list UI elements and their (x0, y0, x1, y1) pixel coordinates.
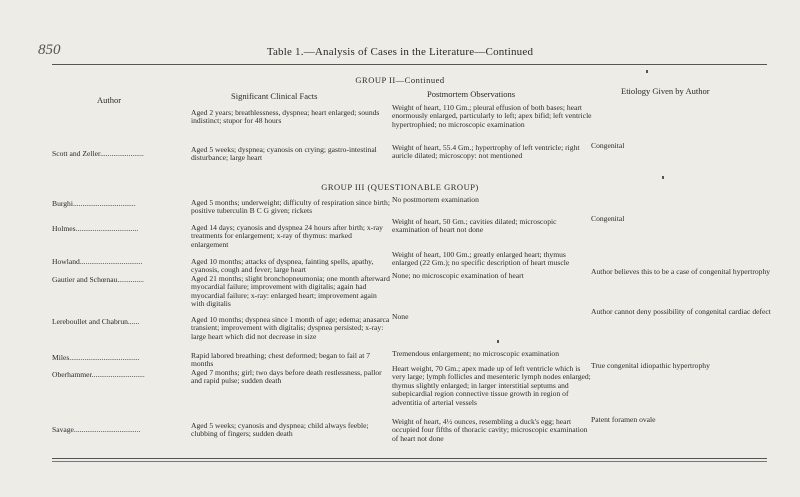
g2-row2-author: Scott and Zeller....................... (52, 150, 144, 158)
g3-row7-author: Oberhammer............................ (52, 371, 145, 379)
bottom-rule-2 (52, 461, 767, 462)
g3-row5-clinical: Aged 10 months; dyspnea since 1 month of age; edema; anasarca transient; improvement with digitalis; dyspnea persisted; x-ray: large heart which did not decrease in size (191, 315, 390, 341)
header-postmortem: Postmortem Observations (427, 89, 516, 99)
ink-speck (497, 340, 499, 343)
table-title: Table 1.—Analysis of Cases in the Literature—Continued (266, 46, 534, 58)
g3-row3-author: Howland................................. (52, 258, 143, 266)
g3-row6-author: Miles..................................... (52, 354, 140, 362)
header-etiology: Etiology Given by Author (621, 86, 710, 96)
group2-label: GROUP II—Continued (355, 75, 445, 85)
g3-row8-author: Savage................................... (52, 426, 141, 434)
g3-row5-author: Lereboullet and Chabrun...... (52, 318, 140, 326)
g3-row6-clinical: Rapid labored breathing; chest deformed; began to fail at 7 months (191, 351, 371, 369)
g2-row1-clinical: Aged 2 years; breathlessness, dyspnea; heart enlarged; sounds indistinct; stupor for 48 hours (191, 108, 380, 126)
g3-row8-postmortem: Weight of heart, 4½ ounces, resembling a duck's egg; heart occupied four fifths of thoracic cavity; microscopic examination of heart not done (392, 417, 588, 443)
header-clinical: Significant Clinical Facts (231, 91, 318, 101)
g3-row3-postmortem: Weight of heart, 100 Gm.; greatly enlarged heart; thymus enlarged (22 Gm.); no specific description of heart muscle (392, 250, 570, 268)
g2-row2-postmortem: Weight of heart, 55.4 Gm.; hypertrophy of left ventricle; right auricle dilated; microscopy: not mentioned (392, 143, 580, 161)
g3-row3-clinical: Aged 10 months; attacks of dyspnea, fainting spells, apathy, cyanosis, cough and fever; large heart (191, 257, 374, 275)
g3-row4-clinical: Aged 21 months; slight bronchopneumonia; one month afterward myocardial failure; improvement with digitalis; again had myocardial failure; x-ray: enlarged heart; improvement again with digitalis (191, 274, 390, 309)
g3-row2-clinical: Aged 14 days; cyanosis and dyspnea 24 hours after birth; x-ray treatments for enlargement; x-ray of thymus: marked enlargement (191, 223, 383, 249)
g3-row6-postmortem: Tremendous enlargement; no microscopic examination (392, 349, 560, 358)
top-rule (52, 64, 767, 65)
g3-row8-etiology: Patent foramen ovale (591, 415, 656, 424)
g2-row2-etiology: Congenital (591, 141, 625, 150)
g3-row2-etiology: Congenital (591, 214, 625, 223)
g3-row4-postmortem: None; no microscopic examination of heart (392, 271, 524, 280)
g3-row2-postmortem: Weight of heart, 50 Gm.; cavities dilated; microscopic examination of heart not done (392, 217, 557, 235)
g3-row1-postmortem: No postmortem examination (392, 195, 479, 204)
ink-speck (646, 70, 648, 73)
g3-row1-author: Burghi................................. (52, 200, 136, 208)
bottom-rule (52, 458, 767, 459)
g3-row8-clinical: Aged 5 weeks; cyanosis and dyspnea; child always feeble; clubbing of fingers; sudden death (191, 421, 369, 439)
g3-row5-postmortem: None (392, 312, 409, 321)
g2-row1-postmortem: Weight of heart, 110 Gm.; pleural effusion of both bases; heart enormously enlarged, particularly to left; apex bifid; left ventricle hypertrophied; no microscopic examination (392, 103, 592, 129)
header-author: Author (97, 95, 122, 105)
g3-row5-etiology: Author cannot deny possibility of congenital cardiac defect (591, 307, 771, 316)
g3-row7-postmortem: Heart weight, 70 Gm.; apex made up of left ventricle which is very large; lymph follicles and mesenteric lymph nodes enlarged; thymus slightly enlarged; in larger interstitial septums and subepicardial region connective tissue growth in region of adventitia of arterial vessels (392, 364, 591, 407)
g3-row7-etiology: True congenital idiopathic hypertrophy (591, 361, 710, 370)
g2-row2-clinical: Aged 5 weeks; dyspnea; cyanosis on crying; gastro-intestinal disturbance; large heart (191, 145, 377, 163)
page-number: 850 (38, 42, 61, 58)
group3-label: GROUP III (QUESTIONABLE GROUP) (321, 182, 479, 192)
g3-row4-author: Gautier and Schœnau.............. (52, 276, 144, 284)
ink-speck (662, 176, 664, 179)
g3-row2-author: Holmes................................. (52, 225, 139, 233)
g3-row4-etiology: Author believes this to be a case of congenital hypertrophy (591, 267, 771, 276)
g3-row1-clinical: Aged 5 months; underweight; difficulty of respiration since birth; positive tuberculin B C G given; rickets (191, 198, 390, 216)
g3-row7-clinical: Aged 7 months; girl; two days before death restlessness, pallor and rapid pulse; sudden death (191, 368, 382, 386)
